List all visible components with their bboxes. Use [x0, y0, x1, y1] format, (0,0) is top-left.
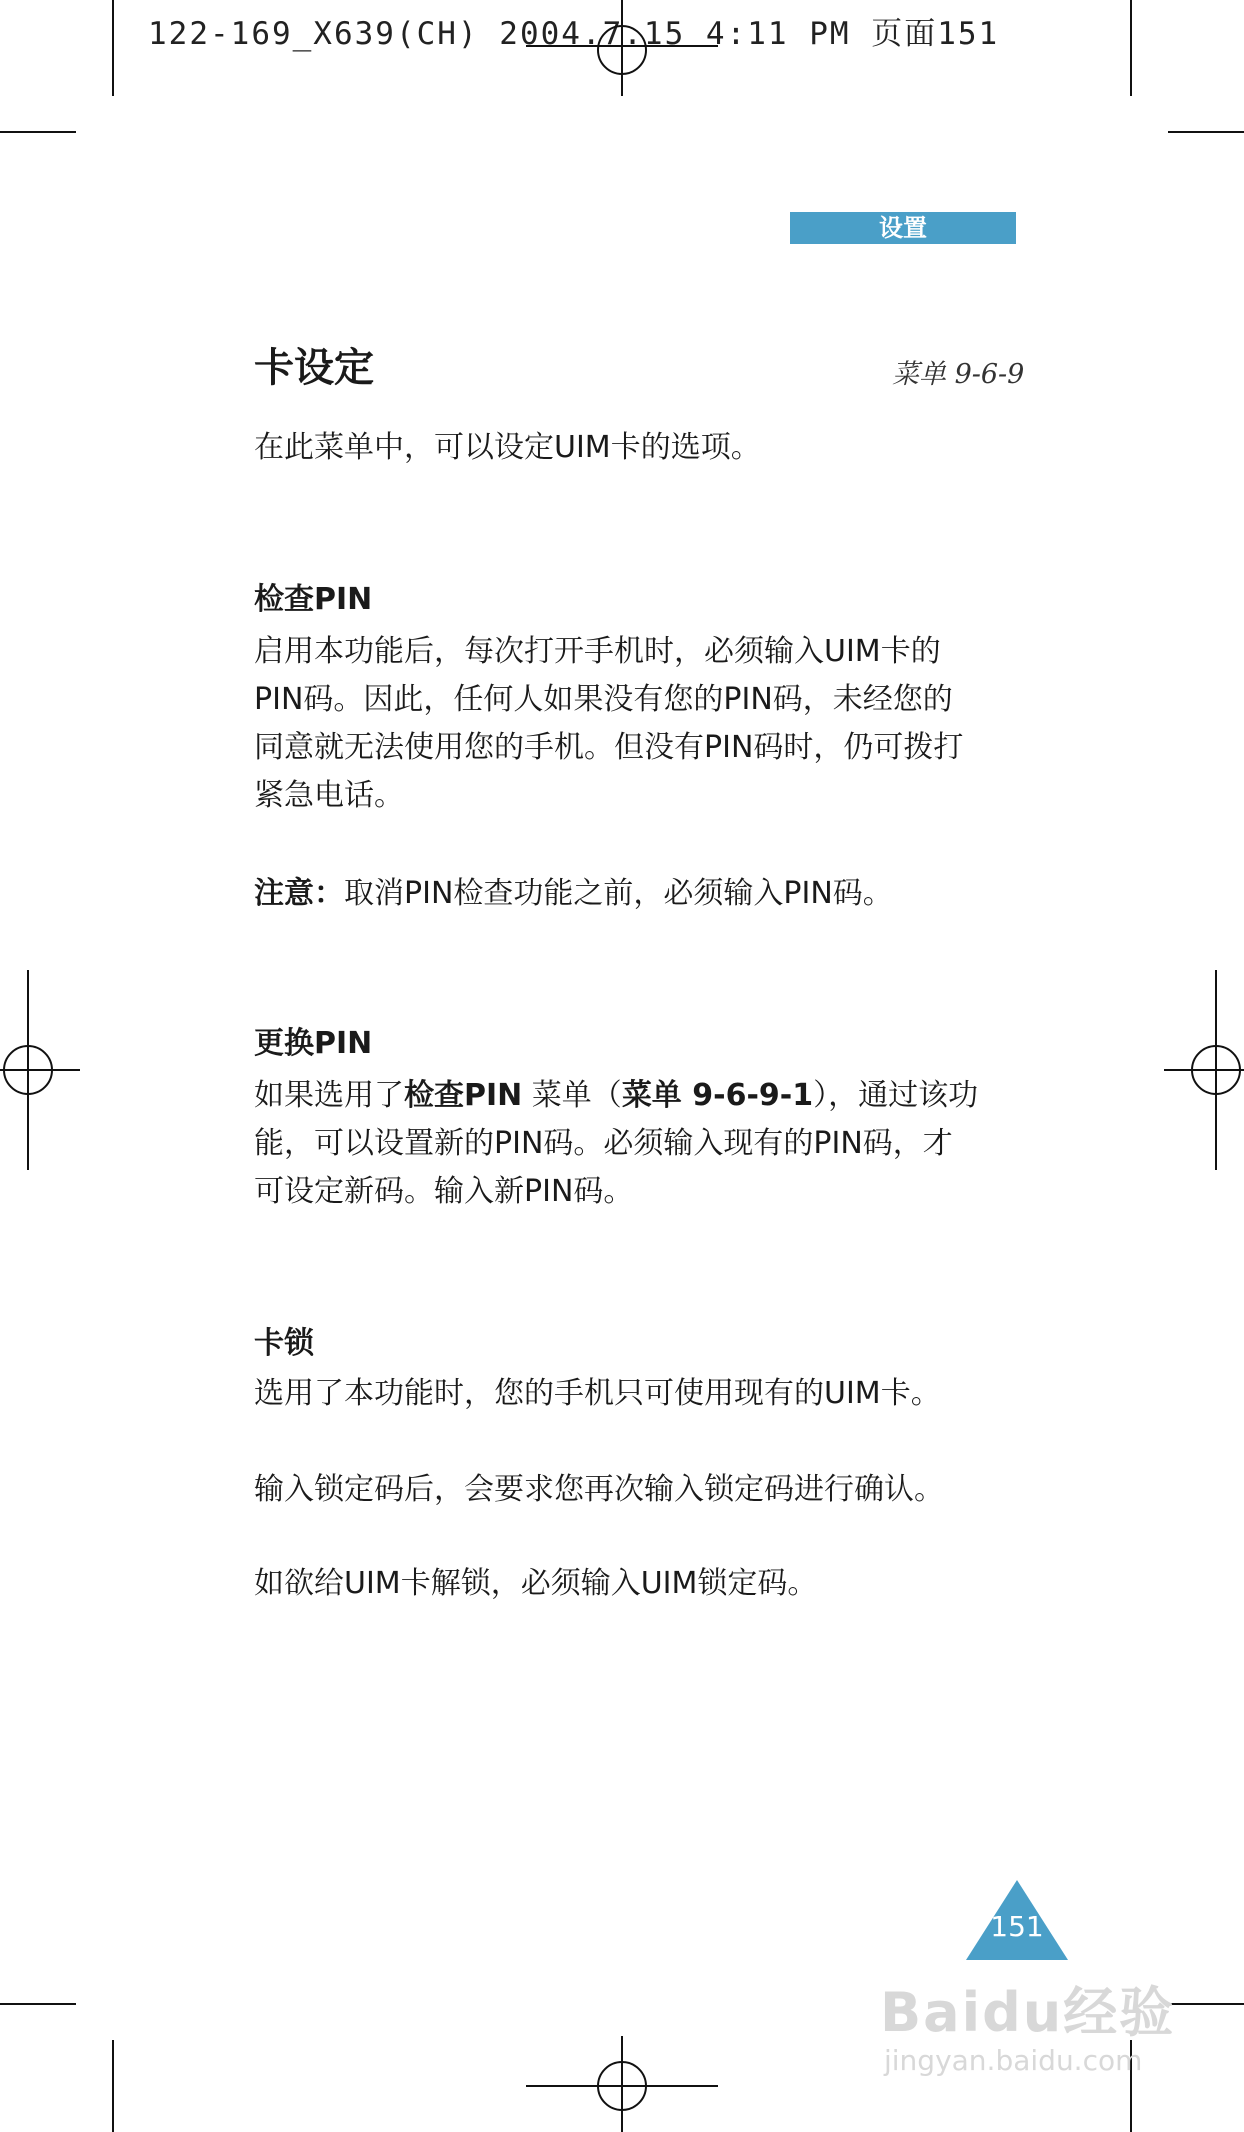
page-title: 卡设定 [254, 345, 374, 391]
menu-number-text: 菜单 9-6-9-1 [621, 1078, 814, 1113]
paragraph-line: 可设定新码。输入新PIN码。 [254, 1174, 634, 1209]
card-lock-paragraph-3: 如欲给UIM卡解锁，必须输入UIM锁定码。 [254, 1566, 818, 1601]
note-label: 注意： [254, 876, 344, 911]
card-lock-paragraph-2: 输入锁定码后，会要求您再次输入锁定码进行确认。 [254, 1472, 944, 1507]
paragraph-line [254, 1072, 1014, 1120]
crop-mark [112, 0, 114, 96]
crop-mark [0, 2003, 76, 2005]
crop-mark [112, 2040, 114, 2132]
registration-mark-left [0, 970, 80, 1170]
page-number: 151 [990, 1910, 1044, 1943]
check-pin-note [254, 870, 1014, 918]
intro-paragraph: 在此菜单中，可以设定UIM卡的选项。 [254, 430, 761, 465]
print-header: 122-169_X639(CH) 2004.7.15 4:11 PM 页面151 [148, 16, 1000, 52]
crop-mark [0, 131, 76, 133]
crop-mark [1168, 2003, 1244, 2005]
registration-mark-top [526, 0, 718, 96]
paragraph-line: 同意就无法使用您的手机。但没有PIN码时，仍可拨打 [254, 730, 964, 765]
text-span: 菜单（ [522, 1078, 622, 1113]
crop-mark [1130, 0, 1132, 96]
menu-reference: 菜单 9-6-9 [892, 359, 1025, 390]
paragraph-line: PIN码。因此，任何人如果没有您的PIN码，未经您的 [254, 682, 953, 717]
note-text: 取消PIN检查功能之前，必须输入PIN码。 [344, 876, 893, 911]
card-lock-paragraph-1: 选用了本功能时，您的手机只可使用现有的UIM卡。 [254, 1376, 941, 1411]
registration-mark-bottom [526, 2036, 718, 2132]
card-lock-heading: 卡锁 [254, 1326, 314, 1361]
change-pin-paragraph [254, 1072, 1014, 1216]
crop-mark [1168, 131, 1244, 133]
paragraph-line: 紧急电话。 [254, 778, 404, 813]
watermark-logo: Baidu经验 [880, 1981, 1176, 2044]
paragraph-line: 能，可以设置新的PIN码。必须输入现有的PIN码，才 [254, 1126, 953, 1161]
check-pin-heading: 检查PIN [254, 582, 373, 617]
section-tab: 设置 [790, 212, 1016, 244]
paragraph-line: 启用本功能后，每次打开手机时，必须输入UIM卡的 [254, 634, 941, 669]
check-pin-paragraph [254, 628, 1014, 820]
registration-mark-right [1164, 970, 1244, 1170]
menu-link-text: 检查PIN [404, 1078, 523, 1113]
text-span: ），通过该功 [813, 1078, 979, 1113]
watermark-url: jingyan.baidu.com [884, 2044, 1143, 2077]
change-pin-heading: 更换PIN [254, 1026, 373, 1061]
text-span: 如果选用了 [254, 1078, 404, 1113]
